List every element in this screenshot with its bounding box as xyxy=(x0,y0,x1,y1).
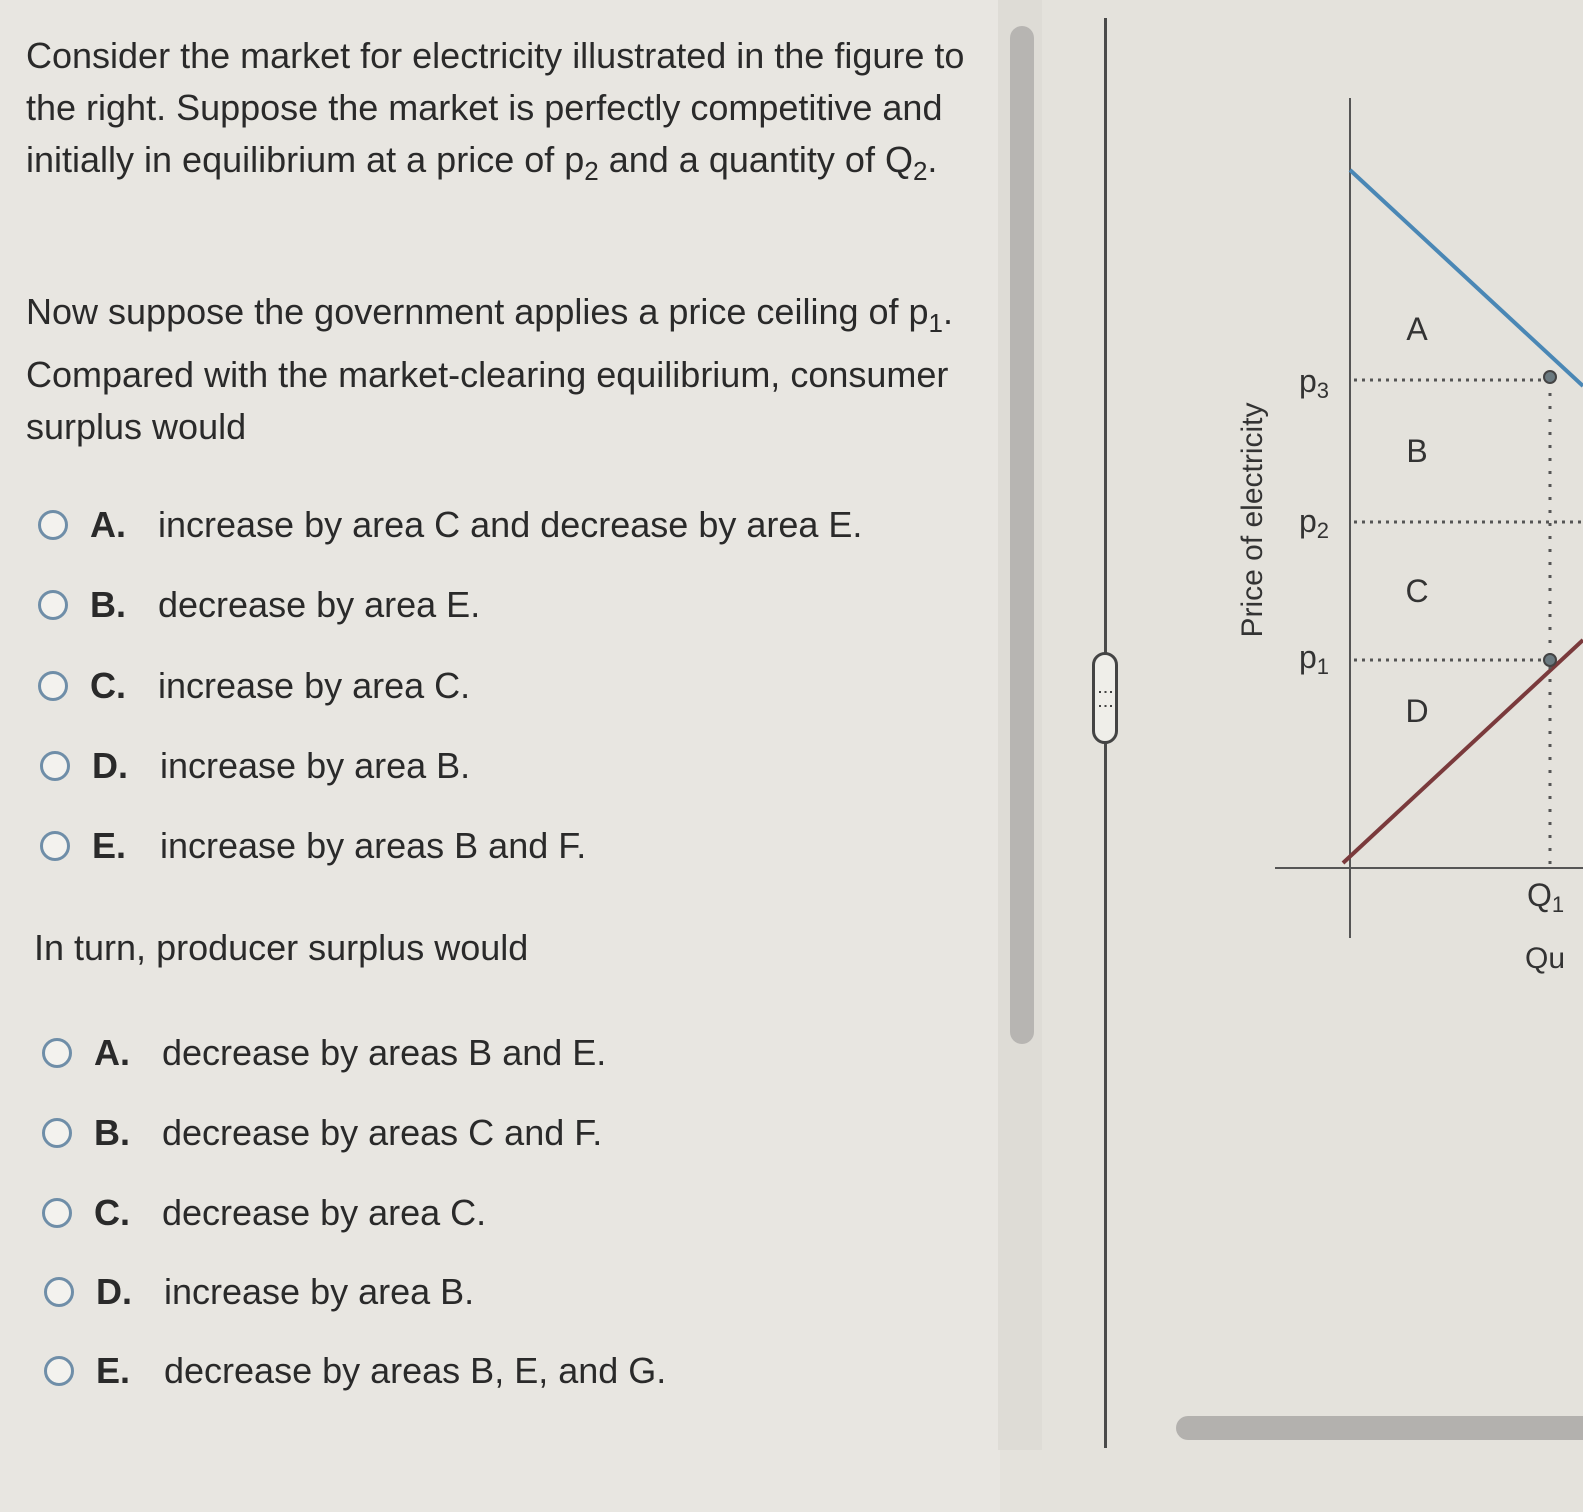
option-text: increase by area C. xyxy=(158,665,471,706)
p2-label: p2 xyxy=(1299,503,1330,543)
producer-option-c[interactable] xyxy=(42,1192,486,1234)
area-d-label: D xyxy=(1405,693,1429,729)
vertical-scrollbar[interactable] xyxy=(1010,26,1034,1044)
consumer-option-b[interactable] xyxy=(38,584,480,626)
producer-option-b[interactable] xyxy=(42,1112,602,1154)
option-letter: D. xyxy=(96,1271,132,1312)
option-text: decrease by areas B and E. xyxy=(162,1032,607,1073)
point-supply-q1 xyxy=(1544,654,1556,666)
consumer-option-d[interactable] xyxy=(40,745,470,787)
p1-label: p1 xyxy=(1299,639,1330,679)
option-text: increase by area C and decrease by area E. xyxy=(158,504,863,545)
radio-button[interactable] xyxy=(38,671,68,701)
radio-button[interactable] xyxy=(40,831,70,861)
x-axis-label: Qu xyxy=(1525,942,1566,975)
producer-option-e[interactable] xyxy=(44,1350,666,1392)
option-text: increase by areas B and F. xyxy=(160,825,587,866)
option-letter: E. xyxy=(92,825,127,866)
supply-curve xyxy=(1343,640,1583,863)
consumer-option-c[interactable] xyxy=(38,665,470,707)
radio-button[interactable] xyxy=(38,510,68,540)
question-ceiling: Now suppose the government applies a price ceiling of $p_1$. Compared with the market-clearing equilibrium, consumer surplus would xyxy=(26,291,954,448)
option-text: increase by area B. xyxy=(160,745,471,786)
option-text: increase by area B. xyxy=(164,1271,475,1312)
option-letter: B. xyxy=(90,584,126,625)
horizontal-scrollbar[interactable] xyxy=(1176,1416,1583,1440)
demand-curve xyxy=(1350,170,1583,386)
option-letter: E. xyxy=(96,1350,131,1391)
option-text: decrease by area E. xyxy=(158,584,481,625)
radio-button[interactable] xyxy=(40,751,70,781)
radio-button[interactable] xyxy=(44,1356,74,1386)
option-letter: D. xyxy=(92,745,128,786)
option-letter: C. xyxy=(90,665,126,706)
question-intro: Consider the market for electricity illustrated in the figure to the right. Suppose the market is perfectly competitive and initially in equilibrium at a price of $p_2$ and a quantity of $Q_2$. xyxy=(26,35,965,187)
option-text: decrease by area C. xyxy=(162,1192,487,1233)
option-text: decrease by areas C and F. xyxy=(162,1112,603,1153)
consumer-option-e[interactable] xyxy=(40,825,586,867)
supply-demand-figure xyxy=(1107,0,1583,1512)
option-letter: B. xyxy=(94,1112,130,1153)
producer-prompt: In turn, producer surplus would xyxy=(34,927,529,968)
p3-label: p3 xyxy=(1299,363,1330,403)
y-axis-label: Price of electricity xyxy=(1236,402,1269,638)
producer-option-d[interactable] xyxy=(44,1271,474,1313)
divider-handle[interactable]: ⋮⋮ xyxy=(1092,652,1118,744)
point-demand-q1 xyxy=(1544,371,1556,383)
radio-button[interactable] xyxy=(42,1198,72,1228)
radio-button[interactable] xyxy=(38,590,68,620)
area-b-label: B xyxy=(1406,433,1428,469)
option-letter: A. xyxy=(90,504,126,545)
area-c-label: C xyxy=(1405,573,1429,609)
option-letter: C. xyxy=(94,1192,130,1233)
radio-button[interactable] xyxy=(42,1038,72,1068)
producer-option-a[interactable] xyxy=(42,1032,606,1074)
option-letter: A. xyxy=(94,1032,130,1073)
radio-button[interactable] xyxy=(42,1118,72,1148)
consumer-option-a[interactable] xyxy=(38,504,862,546)
radio-button[interactable] xyxy=(44,1277,74,1307)
q1-label: Q1 xyxy=(1527,877,1565,917)
area-a-label: A xyxy=(1406,311,1428,347)
option-text: decrease by areas B, E, and G. xyxy=(164,1350,667,1391)
